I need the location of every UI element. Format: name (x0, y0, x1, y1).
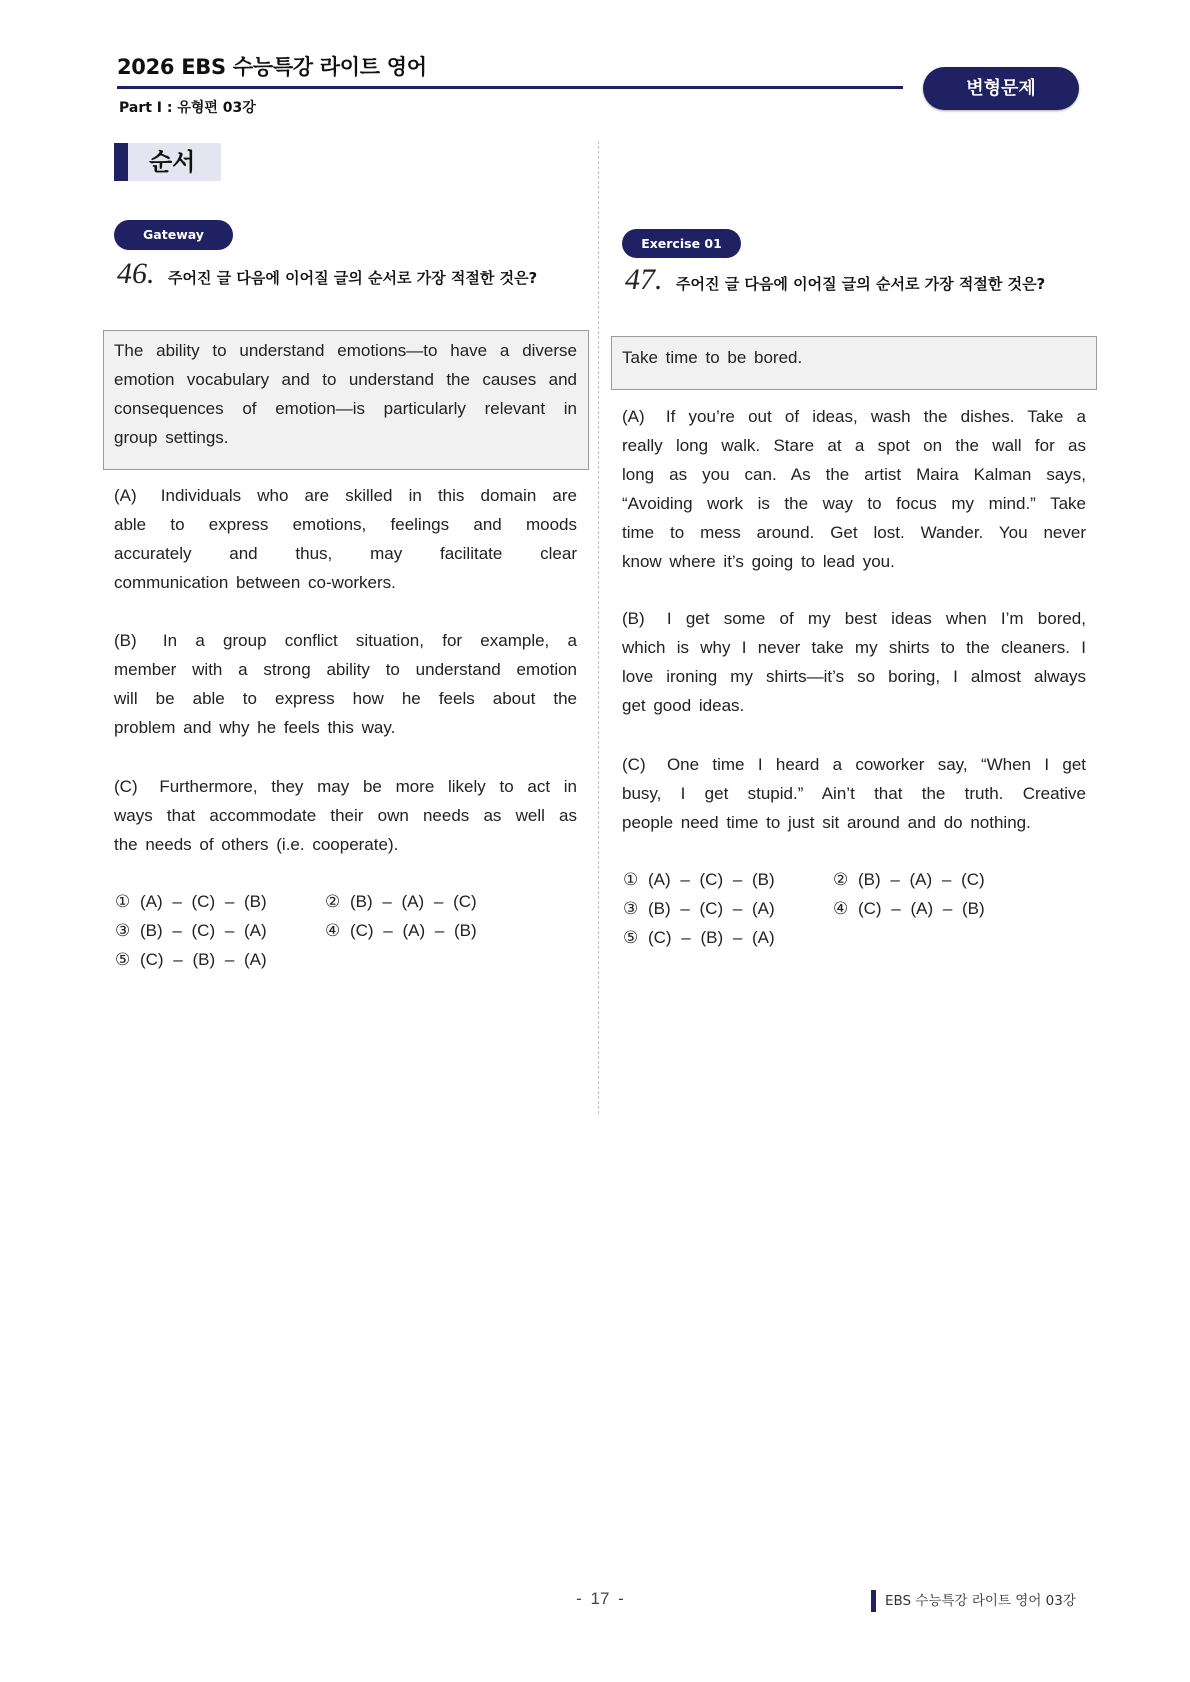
variant-badge: 변형문제 (923, 67, 1079, 110)
paragraph-c (622, 750, 1086, 837)
passage-line: member with a strong ability to understand emotion (114, 660, 577, 679)
paragraph-a (622, 402, 1086, 576)
footer-label: EBS 수능특강 라이트 영어 03강 (885, 1593, 1076, 1609)
choice-5: ⑤ (C) – (B) – (A) (115, 950, 267, 969)
paragraph-a (114, 481, 577, 597)
passage-line: the needs of others (i.e. cooperate). (114, 835, 399, 854)
passage-text: Individuals who are skilled in this domain are (160, 486, 577, 505)
choice-4: ④ (C) – (A) – (B) (325, 921, 477, 940)
paragraph-label: (A) (114, 486, 137, 505)
passage-line: Take time to be bored. (622, 348, 803, 367)
given-passage-box (103, 330, 589, 470)
title-underline (117, 86, 903, 89)
document-title: 2026 EBS 수능특강 라이트 영어 (117, 55, 427, 79)
passage-line: time to mess around. Get lost. Wander. You never (622, 523, 1086, 542)
passage-line: communication between co-workers. (114, 573, 396, 592)
passage-line: consequences of emotion—is particularly relevant in (114, 399, 577, 418)
paragraph-label: (C) (114, 777, 138, 796)
passage-line: know where it’s going to lead you. (622, 552, 895, 571)
choice-3: ③ (B) – (C) – (A) (623, 899, 775, 918)
passage-line (622, 402, 1086, 431)
part-subtitle: Part Ⅰ : 유형편 03강 (119, 100, 256, 116)
gateway-tag: Gateway (114, 220, 233, 250)
passage-line: long as you can. As the artist Maira Kalman says, (622, 465, 1086, 484)
passage-line (622, 750, 1086, 779)
passage-line (114, 626, 577, 655)
paragraph-label: (B) (114, 631, 137, 650)
passage-line: love ironing my shirts—it’s so boring, I almost always (622, 667, 1086, 686)
page-number: - 17 - (576, 1589, 624, 1608)
section-header (114, 143, 221, 181)
choice-2: ② (B) – (A) – (C) (833, 870, 985, 889)
passage-line: people need time to just sit around and do nothing. (622, 813, 1031, 832)
passage-line: ways that accommodate their own needs as well as (114, 806, 577, 825)
given-passage-box (611, 336, 1097, 390)
section-title: 순서 (149, 148, 196, 176)
passage-line: busy, I get stupid.” Ain’t that the truth. Creative (622, 784, 1086, 803)
given-passage (622, 343, 1086, 372)
passage-text: Furthermore, they may be more likely to act in (159, 777, 577, 796)
question-47-heading (625, 263, 1045, 301)
passage-line: emotion vocabulary and to understand the causes and (114, 370, 577, 389)
paragraph-c (114, 772, 577, 859)
choice-2: ② (B) – (A) – (C) (325, 892, 477, 911)
question-prompt: 주어진 글 다음에 이어질 글의 순서로 가장 적절한 것은? (676, 275, 1046, 293)
given-passage (114, 336, 577, 452)
paragraph-b (114, 626, 577, 742)
passage-line (622, 604, 1086, 633)
exercise-tag: Exercise 01 (622, 229, 741, 258)
passage-text: One time I heard a coworker say, “When I get (666, 755, 1086, 774)
answer-choices (115, 887, 555, 974)
footer-marker-bar (871, 1590, 876, 1612)
passage-line: accurately and thus, may facilitate clear (114, 544, 577, 563)
passage-line (114, 772, 577, 801)
passage-line: group settings. (114, 428, 229, 447)
paragraph-label: (B) (622, 609, 645, 628)
choice-5: ⑤ (C) – (B) – (A) (623, 928, 775, 947)
paragraph-b (622, 604, 1086, 720)
passage-line: able to express emotions, feelings and moods (114, 515, 577, 534)
question-number: 46. (117, 257, 155, 290)
passage-line: “Avoiding work is the way to focus my mind.” Take (622, 494, 1086, 513)
section-marker-bar (114, 143, 128, 181)
passage-text: In a group conflict situation, for example, a (162, 631, 577, 650)
passage-line: problem and why he feels this way. (114, 718, 396, 737)
choice-1: ① (A) – (C) – (B) (115, 892, 267, 911)
choice-4: ④ (C) – (A) – (B) (833, 899, 985, 918)
paragraph-label: (A) (622, 407, 645, 426)
passage-line: will be able to express how he feels about the (114, 689, 577, 708)
question-number: 47. (625, 263, 663, 296)
passage-text: If you’re out of ideas, wash the dishes. Take a (665, 407, 1086, 426)
column-divider (598, 141, 599, 1114)
passage-line: really long walk. Stare at a spot on the wall for as (622, 436, 1086, 455)
paragraph-label: (C) (622, 755, 646, 774)
passage-line: which is why I never take my shirts to the cleaners. I (622, 638, 1086, 657)
passage-line: get good ideas. (622, 696, 745, 715)
passage-line: The ability to understand emotions—to have a diverse (114, 341, 577, 360)
choice-1: ① (A) – (C) – (B) (623, 870, 775, 889)
choice-3: ③ (B) – (C) – (A) (115, 921, 267, 940)
question-46-heading (117, 257, 537, 295)
passage-line (114, 481, 577, 510)
passage-text: I get some of my best ideas when I’m bored, (666, 609, 1086, 628)
question-prompt: 주어진 글 다음에 이어질 글의 순서로 가장 적절한 것은? (168, 269, 538, 287)
answer-choices (623, 865, 1063, 952)
